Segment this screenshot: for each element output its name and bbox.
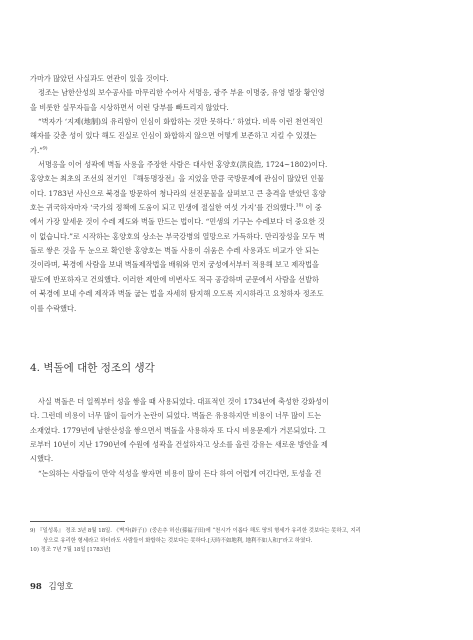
body-text-lower xyxy=(30,395,442,481)
page-footer xyxy=(30,580,73,592)
paragraph-3-line-2: 홍양호는 최초의 조선의 전기인 『해동명장전』을 지었을 만큼 국방문제에 관심이 많았던 인물 xyxy=(30,174,325,184)
paragraph-2-line-2: 을 비롯한 실무자들을 시상하면서 이런 당부를 빠트리지 않았다. xyxy=(30,102,229,112)
quote-line-3 xyxy=(30,144,442,158)
paragraph-4-line-4: 로부터 10년이 지난 1790년에 수원에 성곽을 건설하자고 상소를 올린 강유는 새로운 방안을 제 xyxy=(30,440,328,450)
paragraph-4-line-3: 소재였다. 1779년에 남한산성을 쌓으면서 벽돌을 사용하자 또 다시 비용문제가 거론되었다. 그 xyxy=(30,425,326,435)
paragraph-3-line-11: 이를 수락했다. xyxy=(30,303,77,313)
footnotes xyxy=(30,527,442,556)
running-author: 김영호 xyxy=(48,582,74,592)
paragraph-5-line-1: “논의하는 사람들이 만약 석성을 쌓자면 비용이 많이 든다 하여 어렵게 여긴다면, 토성을 건 xyxy=(38,468,322,478)
paragraph-3-line-5: 에서 가장 앞세운 것이 수레 제도와 벽돌 만드는 법이다. “민생의 기구는 수레보다 더 중요한 것 xyxy=(30,217,325,227)
paragraph-4-line-2: 다. 그런데 비용이 너무 많이 들어가 논란이 되었다. 벽돌은 유용하지만 비용이 너무 많이 드는 xyxy=(30,411,322,421)
footnote-9-line-2: 상으로 유리한 형세라고 하더라도 사람들이 화합하는 것보다는 못하다.[天時不如地利, 地利不如人和]”라고 하였다. xyxy=(43,537,313,544)
paragraph-1: 가마가 많았던 사실과도 연관이 있을 것이다. xyxy=(30,74,169,83)
paragraph-3-line-1: 서명응을 이어 성곽에 벽돌 사용을 주장한 사람은 대사헌 홍양호(洪良浩, 1724~1802)이다. xyxy=(38,160,328,170)
paragraph-2-line-1: 정조는 남한산성의 보수공사를 마무리한 수어사 서명응, 광주 부윤 이명중, 유영 별장 황인영 xyxy=(38,88,325,98)
paragraph-3-line-4-tail: 이 중 xyxy=(303,203,322,213)
footnote-divider xyxy=(30,521,125,522)
paragraph-3-line-3: 이다. 1783년 사신으로 북경을 방문하여 청나라의 선진문물을 살펴보고 큰 충격을 받았던 홍양 xyxy=(30,188,326,198)
paragraph-3-line-10: 여 북경에 보내 수레 제작과 벽돌 굽는 법을 자세히 탐지해 오도록 지시하라고 요청하자 정조도 xyxy=(30,289,324,299)
body-text-upper xyxy=(30,72,442,316)
footnote-ref-10[interactable]: 10) xyxy=(295,203,304,209)
paragraph-3-line-6: 이 없습니다.”로 시작하는 홍양호의 상소는 부국강병의 열망으로 가득하다. 만리장성을 모두 벽 xyxy=(30,231,325,241)
quote-end: 가.” xyxy=(30,145,43,155)
paragraph-3-line-4-text: 호는 귀국하자마자 ‘국가의 정책에 도움이 되고 민생에 절실한 여섯 가지’를 건의했다. xyxy=(30,203,296,213)
paragraph-4-line-5: 시했다. xyxy=(30,454,54,464)
paragraph-3-line-8: 것이라며, 북경에 사람을 보내 벽돌제작법을 배워와 먼저 궁성에서부터 적용해 보고 제작법을 xyxy=(30,260,319,270)
footnote-10: 10) 정조 7년 7월 18일 [1783년] xyxy=(30,547,111,553)
paragraph-3-line-7: 돌로 쌓은 것을 두 눈으로 확인한 홍양호는 벽돌 사용이 쉬움은 수레 사용과도 비교가 안 되는 xyxy=(30,246,319,256)
quote-line-1: “벽자가 ‘지제(地制)의 유리함이 인심이 화합하는 것만 못하다.’ 하였다. 비록 이런 천연적인 xyxy=(38,117,323,127)
paragraph-3-line-4 xyxy=(30,201,442,215)
page-number: 98 xyxy=(30,582,42,592)
footnote-ref-9[interactable]: 9) xyxy=(42,146,48,152)
paragraph-4-line-1: 사실 벽돌은 더 일찍부터 성을 쌓을 때 사용되었다. 대표적인 것이 1734년에 축성한 강화성이 xyxy=(38,397,330,406)
quote-line-2: 해자를 갖춘 성이 있다 해도 진실로 인심이 화합하지 않으면 어떻게 보존하고 지킬 수 있겠는 xyxy=(30,131,317,141)
paragraph-3-line-9: 팔도에 반포하자고 건의했다. 이러한 제안에 비변사도 적극 공감하며 군문에서 사람을 선발하 xyxy=(30,274,319,284)
footnote-9-line-1: 9) 『일성록』 정조 3년 8월 18일. 《벽자(辟子)》(중손추 허신(孫福子田)에 “천시가 이롭다 해도 땅의 형세가 유리한 것보다는 못하고, 지리 xyxy=(30,528,361,534)
section-heading: 4. 벽돌에 대한 정조의 생각 xyxy=(30,362,155,374)
